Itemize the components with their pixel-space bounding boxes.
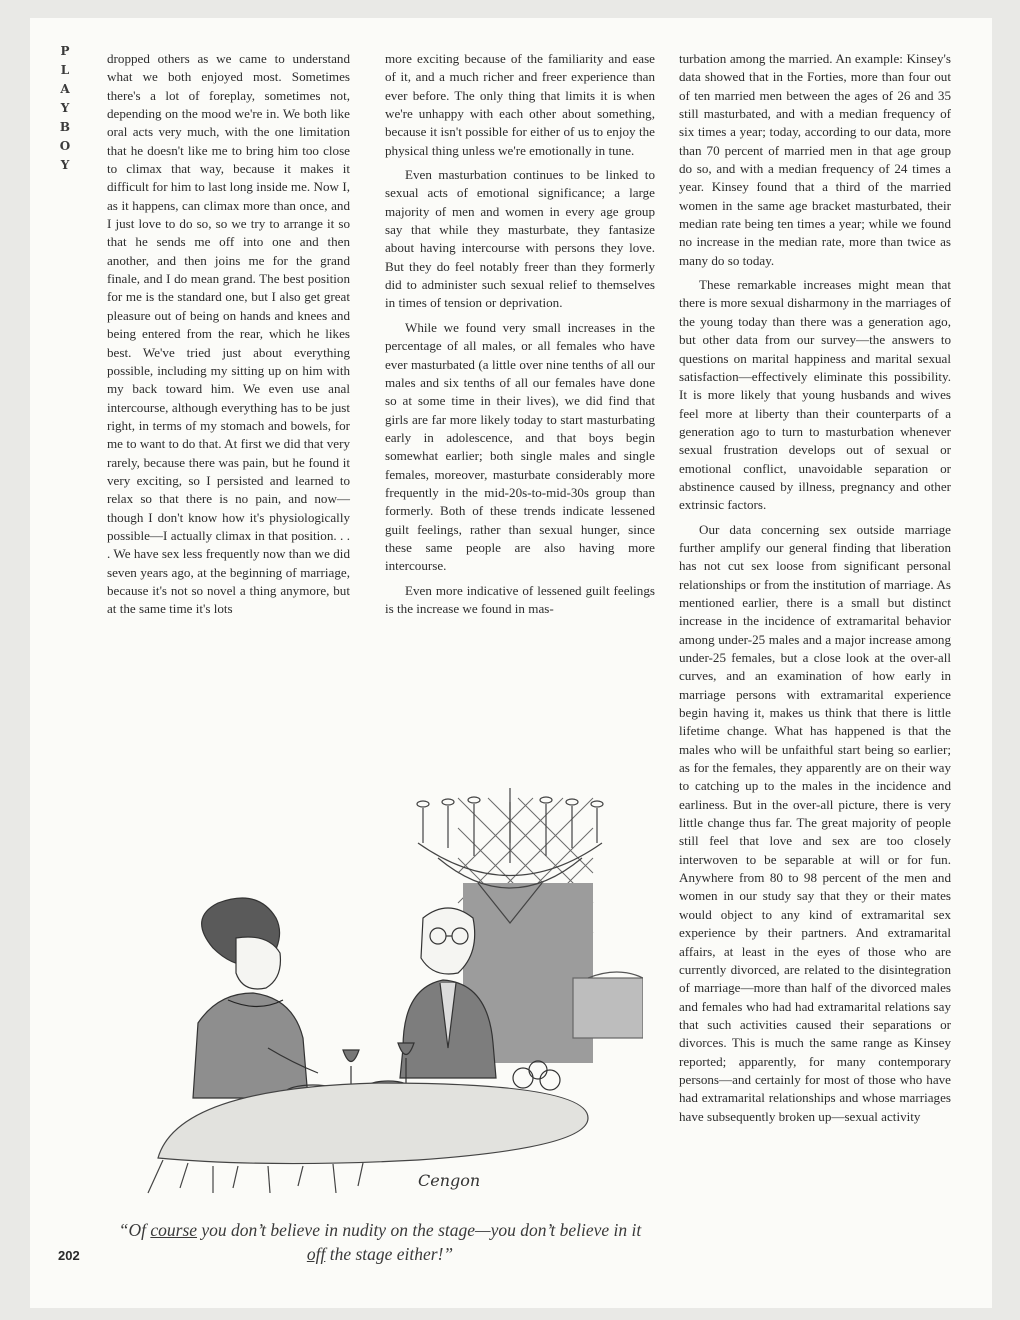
masthead-letter: B — [59, 120, 71, 134]
paragraph: Even masturbation continues to be linked to sexual acts of emotional significance; a large majority of men and women in every age group say that while they masturbate, they fantasize about having intercourse with persons they love. But they do feel notably freer than they formerly did to administer such sexual relief to themselves in times of tension or deprivation. — [385, 167, 655, 311]
sideboard — [573, 978, 643, 1038]
paragraph: more exciting because of the familiarity and ease of it, and a much richer and freer experience than ever before. The only thing that limits it is when we're unhappy with each other about something, because it isn't possible for either of us to enjoy the physical thing unless we're emotionally in tune. — [385, 51, 655, 158]
tablecloth-folds — [148, 1160, 363, 1193]
paragraph: While we found very small increases in the percentage of all males, or all females who have ever masturbated (a little over nine tenths of all our males and six tenths of all our females have done so at some time in their lives), we did find that girls are far more likely today to start masturbating early in adolescence, and that boys begin somewhat earlier; both single males and single females, moreover, masturbate considerably more frequently in the mid-20s-to-mid-30s group than formerly. Both of these trends indicate lessened guilt feelings, rather than sexual hunger, since these same people are also having more intercourse. — [385, 319, 655, 574]
text-column-3 — [679, 50, 951, 1126]
masthead-vertical — [58, 42, 72, 175]
artist-signature: Cengon — [418, 1171, 481, 1190]
paragraph: Our data concerning sex outside marriage further amplify our general finding that liberation has not cut sex loose from significant personal relationships or from the institution of marriage. As mentioned earlier, there is a small but distinct increase in the incidence of extramarital behavior among under-25 males and a major increase among under-25 females, but a close look at the over-all curves, and an examination of how early in marriage persons with extramarital experience begin having it, makes us think that there is little lifetime change. What has happened is that the males who will be unfaithful start being so earlier; as for the females, they apparently are on their way to catching up to the males in the incidence and earliness. But in the over-all picture, there is very little change thus far. The great majority of people still feel that love and sex are too closely interwoven to be separable at will or for fun. Anywhere from 80 to 98 percent of the men and women in our study say that they or their mates would object to any kind of extramarital sex experience by their partners. And extramarital affairs, at least in the eyes of those who are currently divorced, are related to the disintegration of marriage—more than half of the divorced males and females who had had extramarital relations say that such activities caused their separations or divorces. This is much the same range as Kinsey reported; apparently, for many contemporary persons—and certainly for most of those who have had extramarital relationships and whose marriages have subsequently broken up—sexual activity — [679, 521, 951, 1124]
woman-figure — [193, 898, 318, 1098]
cartoon-illustration — [118, 788, 643, 1198]
paragraph: turbation among the married. An example: Kinsey's data showed that in the Forties, more than four out of ten married men between the ages of 26 and 35 still masturbated, and with a median frequency of six times a year; today, according to our data, more than 70 percent of married men in that age group do so, and with a median frequency of 24 times a year. Kinsey found that a third of the married women in the same age bracket masturbated, their median rate being ten times a year; while we found no increase in the median rate, more than twice as many do so today. — [679, 51, 951, 268]
paragraph: These remarkable increases might mean that there is more sexual disharmony in the marriages of the young today than there was a generation ago, but other data from our survey—the answers to questions on marital happiness and marital sexual satisfaction—effectively eliminate this possibility. It is more likely that young husbands and wives feel more at liberty than their counterparts of a generation ago to turn to masturbation whenever sexual frustration develops out of sexual or emotional conflict, unavoidable separation or abstinence caused by illness, pregnancy and other extrinsic factors. — [679, 277, 951, 513]
masthead-letter: L — [60, 63, 70, 77]
masthead-letter: Y — [60, 101, 70, 115]
page-number: 202 — [58, 1248, 80, 1263]
paragraph: Even more indicative of lessened guilt feelings is the increase we found in mas- — [385, 582, 655, 616]
cartoon-caption: “Of course you don’t believe in nudity on the stage—you don’t believe in it off the stage either!” — [118, 1220, 642, 1264]
text-column-1 — [107, 50, 350, 619]
masthead-letter: P — [60, 44, 70, 58]
text-column-2 — [385, 50, 655, 618]
masthead-letter: Y — [60, 158, 70, 172]
masthead-letter: O — [59, 139, 71, 153]
masthead-letter: A — [60, 82, 70, 96]
fruit-bowl — [588, 972, 643, 978]
paragraph: dropped others as we came to understand what we both enjoyed most. Sometimes there's a lot of foreplay, sometimes not, depending on the mood we're in. We both like oral acts very much, with the one limitation that he doesn't like me to bring him too close to climax that way, because it makes it difficult for him to last long inside me. Now I, as it happens, can climax more than once, and I just love to do so, so we try to arrange it so that he sends me off into one and then another, and then joins me for the grand finale, and I do mean grand. The best position for me is the standard one, but I also get great pleasure out of being on hands and knees and being entered from the rear, which he likes best. We've tried just about everything possible, including my sitting up on him with my back toward him. We even use anal intercourse, although everything has to be just right, in terms of my stomach and bowels, for me to want to do that. At first we did that very rarely, because there was pain, but he found it very exciting, so I persisted and learned to relax so that there is no pain, and now—though I don't know how it's physiologically possible—I actually climax in that position. . . . We have sex less frequently now than we did seven years ago, at the beginning of marriage, because it's not so novel a thing anymore, but at the same time it's lots — [107, 51, 350, 617]
